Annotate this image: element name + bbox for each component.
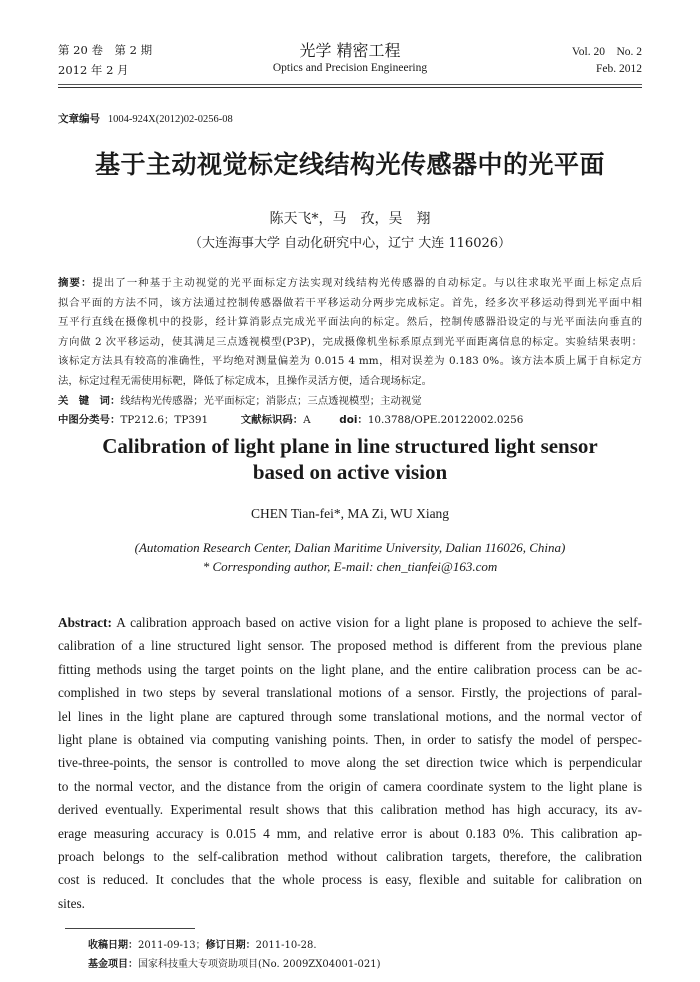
abstract-en-line: erage measuring accuracy is 0.015 4 mm, and relative error is about 0.183 0%. This calibration ap- (58, 825, 642, 841)
volume-issue-en: Vol. 20 No. 2 (571, 46, 642, 58)
abstract-en-line: sites. (58, 895, 85, 911)
classification: 中图分类号：TP212.6；TP391 文献标识码：A doi：10.3788/OPE.20122002.0256 (58, 414, 524, 426)
abstract-en-line: light plane is obtained via computing vanishing points. Then, in order to satisfy the model of perspec- (58, 732, 642, 747)
date-en: Feb. 2012 (596, 63, 642, 75)
footnote-dates: 收稿日期：2011-09-13；修订日期：2011-10-28. (88, 940, 317, 951)
abstract-cn-line: 法，标定过程无需使用标靶，降低了标定成本，且操作灵活方便，适合现场标定。 (58, 374, 433, 387)
abstract-en-line: to the normal vector, and the distance from the origin of camera coordinate system to the light plane is (58, 778, 642, 794)
keywords-cn: 关 键 词：线结构光传感器；光平面标定；消影点；三点透视模型；主动视觉 (58, 395, 422, 407)
article-number: 文章编号 1004-924X(2012)02-0256-08 (58, 113, 233, 125)
footnote-fund: 基金项目：国家科技重大专项资助项目(No. 2009ZX04001-021) (88, 959, 381, 970)
abstract-en-line: calibration of a line structured light sensor. The proposed method is different from the previous plane (58, 638, 642, 654)
affiliation-cn: （大连海事大学 自动化研究中心，辽宁 大连 116026） (188, 236, 512, 251)
title-en-line: Calibration of light plane in line structured light sensor (102, 434, 598, 458)
corresponding-author: * Corresponding author, E-mail: chen_tianfei@163.com (202, 559, 498, 574)
footnote-rule (65, 928, 195, 929)
journal-title-cn: 光学 精密工程 (299, 41, 401, 60)
title-en-line: based on active vision (252, 460, 448, 484)
abstract-cn-line: 摘要：提出了一种基于主动视觉的光平面标定方法实现对线结构光传感器的自动标定。与以往求取光平面上标定点后 (58, 277, 643, 289)
abstract-cn-line: 互平行直线在摄像机中的投影，经计算消影点完成光平面法向的标定。然后，控制传感器沿设定的与光平面法向垂直的 (58, 316, 642, 328)
abstract-en-line: cost is reduced. It concludes that the whole process is easy, flexible and suitable for calibration on (58, 872, 642, 888)
abstract-en-line: lel lines in the light plane are captured through some translational motions, and the normal vector of (58, 708, 642, 724)
abstract-en-line: Abstract: A calibration approach based on active vision for a light plane is proposed to achieve the self- (58, 615, 642, 630)
abstract-cn-line: 该标定方法具有较高的准确性，平均绝对测量偏差为 0.015 4 mm，相对误差为 0.183 0%。该方法本质上属于自标定方 (58, 355, 642, 367)
volume-issue-cn: 第 20 卷 第 2 期 (58, 43, 153, 57)
abstract-en-line: complished in two steps by several translational motions of a sensor. Firstly, the projections of paral- (58, 685, 642, 701)
authors-cn: 陈天飞*，马 孜，吴 翔 (269, 211, 431, 227)
date-cn: 2012 年 2 月 (58, 63, 129, 77)
abstract-cn-line: 拟合平面的方法不同，该方法通过控制传感器做若干平移运动分两步完成标定。首先，经多次平移运动得到光平面中相 (58, 296, 642, 309)
header-rule-thick (58, 87, 642, 88)
authors-en: CHEN Tian-fei*, MA Zi, WU Xiang (250, 506, 450, 521)
affiliation-en: (Automation Research Center, Dalian Maritime University, Dalian 116026, China) (134, 540, 566, 555)
journal-title-en: Optics and Precision Engineering (272, 62, 428, 74)
abstract-en-line: fitting methods using the target points on the light plane, and the entire calibration process can be ac- (58, 661, 642, 677)
abstract-en-line: proach belongs to the self-calibration method without calibration targets, therefore, the calibration (58, 849, 642, 864)
abstract-en-line: tive-three-points, the sensor is controlled to move along the set direction twice which is perpendicular (58, 755, 642, 771)
abstract-en-line: derived eventually. Experimental result shows that this calibration method has high accuracy, its av- (58, 802, 642, 818)
abstract-cn-line: 方向做 2 次平移运动，使其满足三点透视模型(P3P)，完成摄像机坐标系原点到光平面距离信息的标定。实验结果表明： (58, 335, 642, 348)
title-cn: 基于主动视觉标定线结构光传感器中的光平面 (94, 150, 605, 179)
header-rule-thin (58, 84, 642, 85)
